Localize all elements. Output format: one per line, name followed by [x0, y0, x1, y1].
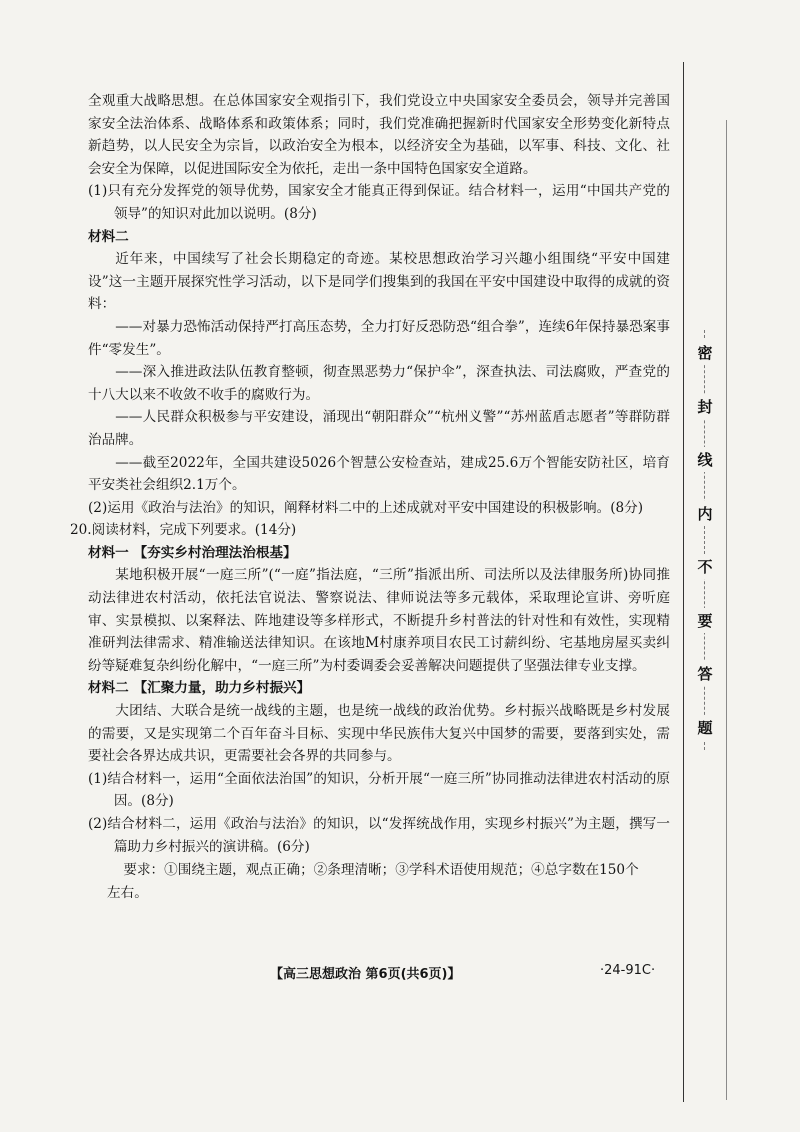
question-20-1: (1)结合材料一，运用“全面依法治国”的知识，分析开展“一庭三所”协同推动法律进农村活动的原因。(8分) — [88, 770, 670, 810]
seal-char: 内 — [697, 501, 712, 526]
material2-item: ——深入推进政法队伍教育整顿，彻查黑恶势力“保护伞”，深查执法、司法腐败，严查党的十八大以来不收敛不收手的腐败行为。 — [88, 364, 670, 403]
seal-char: 要 — [697, 608, 712, 633]
material2-item: ——对暴力恐怖活动保持严打高压态势，全力打好反恐防恐“组合拳”，连续6年保持暴恐案事件“零发生”。 — [88, 318, 670, 358]
margin-rule — [683, 62, 684, 1102]
material1-continuation: 全观重大战略思想。在总体国家安全观指引下，我们党设立中央国家安全委员会，领导并完善国家安全法治体系、战略体系和政策体系；同时，我们党准确把握新时代国家安全形势变化新特点新趋势，以人民安全为宗旨，以政治安全为根本，以经济安全为基础，以军事、科技、文化、社会安全为保障，以促进国际安全为依托，走出一条中国特色国家安全道路。 — [88, 93, 670, 177]
writing-requirements-continued: 左右。 — [107, 884, 148, 901]
seal-char: 线 — [697, 447, 712, 472]
q20-material2-body: 大团结、大联合是统一战线的主题，也是统一战线的政治优势。乡村振兴战略既是乡村发展的需要，又是实现第二个百年奋斗目标、实现中华民族伟大复兴中国梦的需要，要落到实处，需要社会各界达成共识，更需要社会各界的共同参与。 — [88, 703, 670, 765]
question-20-heading: 20.阅读材料，完成下列要求。(14分) — [70, 522, 297, 539]
q20-material1-heading: 材料一 【夯实乡村治理法治根基】 — [88, 544, 297, 561]
question-19-1: (1)只有充分发挥党的领导优势，国家安全才能真正得到保证。结合材料一，运用“中国共产党的领导”的知识对此加以说明。(8分) — [88, 183, 670, 222]
writing-requirements: 要求：①围绕主题，观点正确；②条理清晰；③学科术语使用规范；④总字数在150个 — [123, 862, 639, 879]
seal-char: 不 — [697, 554, 712, 579]
seal-char: 封 — [697, 394, 712, 419]
material2-heading: 材料二 — [88, 228, 129, 245]
q20-material1-body: 某地积极开展“一庭三所”(“一庭”指法庭，“三所”指派出所、司法所以及法律服务所)协同推动法律进农村活动，依托法官说法、警察说法、律师说法等多元载体，采取理论宣讲、旁听庭审、实景模拟、以案释法、阵地建设等多样形式，不断提升乡村普法的针对性和有效性，实现精准研判法律需求、精准输送法律知识。在该地M村康养项目农民工讨薪纠纷、宅基地房屋买卖纠纷等疑难复杂纠纷化解中，“一庭三所”为村委调委会妥善解决问题提供了坚强法律专业支撑。 — [88, 567, 670, 674]
question-20-2: (2)结合材料二，运用《政治与法治》的知识，以“发挥统战作用，实现乡村振兴”为主题，撰写一篇助力乡村振兴的演讲稿。(6分) — [88, 816, 670, 855]
material2-intro: 近年来，中国续写了社会长期稳定的奇迹。某校思想政治学习兴趣小组围绕“平安中国建设”这一主题开展探究性学习活动，以下是同学们搜集到的我国在平安中国建设中取得的成就的资料： — [88, 251, 670, 313]
page-footer — [0, 963, 800, 987]
margin-rule-inner — [726, 120, 727, 1100]
material2-item: ——人民群众积极参与平安建设，涌现出“朝阳群众”“杭州义警”“苏州蓝盾志愿者”等群防群治品牌。 — [88, 409, 670, 448]
seal-char: 密 — [697, 340, 712, 365]
seal-char: 题 — [697, 715, 712, 740]
question-19-2: (2)运用《政治与法治》的知识，阐释材料二中的上述成就对平安中国建设的积极影响。(8分) — [88, 499, 644, 516]
seal-line-notice — [686, 340, 724, 740]
q20-material2-heading: 材料二 【汇聚力量，助力乡村振兴】 — [88, 680, 311, 697]
footer-page-label: 【高三思想政治 第6页(共6页)】 — [270, 967, 461, 982]
footer-code: ·24-91C· — [600, 963, 656, 978]
seal-char: 答 — [697, 661, 712, 686]
page-body — [70, 90, 670, 904]
material2-item: ——截至2022年，全国共建设5026个智慧公安检查站，建成25.6万个智能安防社区，培育平安类社会组织2.1万个。 — [88, 454, 670, 494]
